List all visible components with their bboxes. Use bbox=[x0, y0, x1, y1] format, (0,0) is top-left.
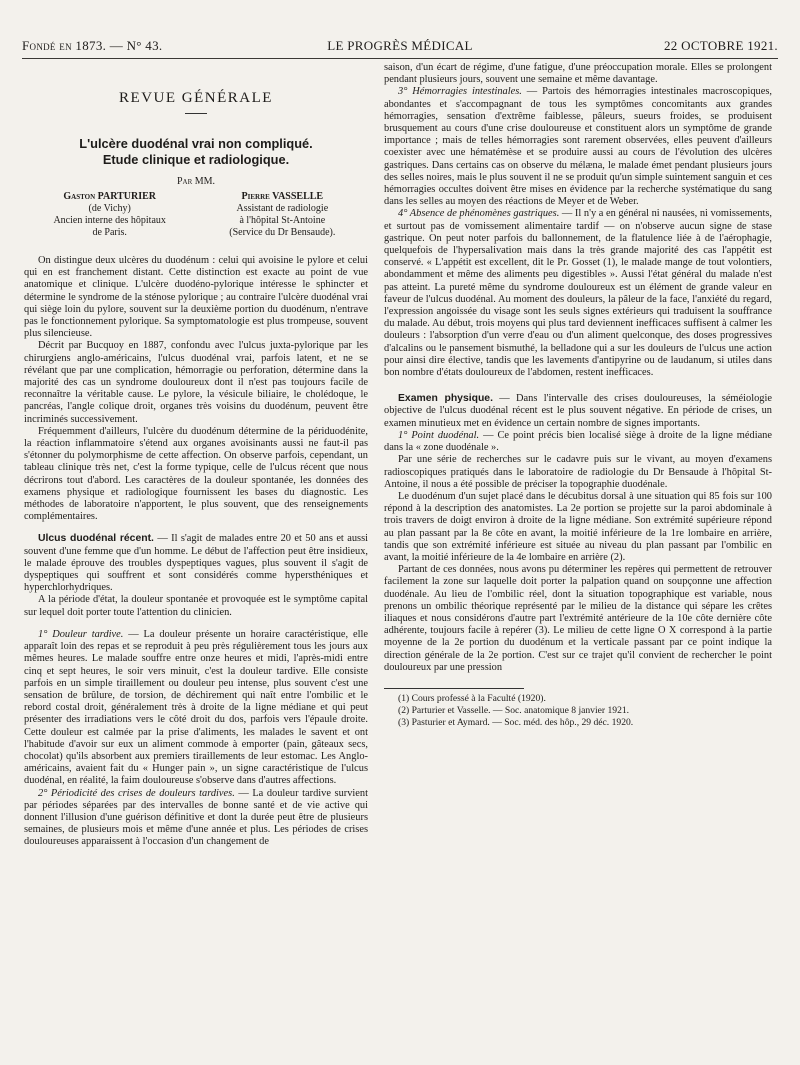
paragraph: Partant de ces données, nous avons pu déterminer les repères qui permettent de retrouver facilement la zone sur laquelle doit porter la palpation quand on soupçonne une affection duodénale. Au lieu de l'ombilic réel, dont la situation topographique est variable, nous prenons un ombilic théorique représenté par le milieu de la distance qui sépare les crêtes iliaques et nous considérons d'autre part l'extrémité antérieure de la 10e côte dernière côte adhérente, toujours facile à repérer (3). Le milieu de cette ligne O X correspond à la partie moyenne de la 2e portion du duodénum et la verticale passant par ce point indique la direction générale de la 2e portion. C'est sur ce trajet qu'il convient de rechercher le point douloureux par une pression bbox=[384, 564, 772, 673]
paragraph-text: — Partois des hémorragies intestinales macroscopiques, abondantes et s'accompagnant de tous les symptômes concomitants aux grandes hémorragies, sensation d'extrême faiblesse, pâleurs, sueurs froides, se produisent brusquement au cours d'une crise douloureuse et constituent alors un symptôme de grande importance ; mais de telles hémorragies sont rarement observées, elles peuvent d'ailleurs coexister avec une hématémèse et se produire aussi au cours de l'évolution des ulcères gastriques. Dans certains cas on observe du mélæna, le malade émet pendant plusieurs jours des selles noires, mais le plus souvent il ne se produit qu'un simple suintement sanguin et ces hémorragies occultes doivent être mises en évidence par la recherche systématique du sang dans les selles au moyen des réactions de Meyer et de Weber. bbox=[384, 86, 772, 208]
subsection-heading: 2° Périodicité des crises de douleurs tardives. bbox=[38, 787, 235, 799]
author-affiliation: (de Vichy) bbox=[88, 203, 131, 214]
paragraph-hemorragies bbox=[384, 86, 772, 208]
paragraph-text: — Il n'y a en général ni nausées, ni vomissements, et surtout pas de vomissement alimentaire tardif — on n'observe aucun signe de stase gastrique. On peut noter parfois du ballonnement, de la flatulence liée à de l'aérophagie, quelquefois de l'hypersalivation mais dans la très grande majorité des cas l'appétit est conservé. « L'appétit est excellent, dit le Pr. Gosset (1), le malade mange de tout volontiers, abondamment et même des aliments peu digestibles ». Aussi l'état général du malade n'est pas atteint. La pureté même du syndrome douloureux est un élément de grande valeur en faveur de l'ulcus duodénal. Au moment des douleurs, la pâleur de la face, l'anxiété du regard, l'expression angoissée du visage sont les seuls signes extérieurs qui traduisent la souffrance du malade. Au début, trois moyens qui plus tard deviennent inefficaces suffisent à calmer les douleurs : l'absorption d'un verre d'eau ou d'un aliment quelconque, des doses progressives d'alcalins ou le pansement bismuthé, la belladone qui a sur les douleurs de l'ulcus une action pour ainsi dire élective, tandis que les lavements d'antipyrine ou de laudanum, si utiles dans bon nombre d'états douloureux de l'abdomen, restent inefficaces. bbox=[384, 208, 772, 379]
footnote: (2) Parturier et Vasselle. — Soc. anatomique 8 janvier 1921. bbox=[398, 704, 630, 716]
subsection-heading: Examen physique. bbox=[398, 393, 493, 405]
paragraph: A la période d'état, la douleur spontanée et provoquée est le symptôme capital sur lequel doit porter toute l'attention du clinicien. bbox=[24, 594, 368, 618]
author-affiliation: à l'hôpital St-Antoine bbox=[239, 215, 326, 226]
paragraph: Décrit par Bucquoy en 1887, confondu avec l'ulcus juxta-pylorique par les chirurgiens anglo-américains, l'ulcus duodénal vrai, parfois latent, et ne se révélant que par une complication, hémorragie ou perforation, détermine dans la majorité des cas un syndrome douloureux dont il n'est pas toujours facile de reconnaître la véritable cause. Le pylore, la vésicule biliaire, le cholédoque, le pancréas, l'angle colique droit, organes très voisins du duodénum, peuvent être incriminés successivement. bbox=[24, 340, 368, 425]
header-date: 22 OCTOBRE 1921. bbox=[664, 38, 778, 53]
header-journal-title: LE PROGRÈS MÉDICAL bbox=[327, 38, 473, 53]
author-name: Gaston PARTURIER bbox=[63, 191, 156, 202]
left-column bbox=[24, 62, 368, 1055]
paragraph-douleur-tardive bbox=[24, 629, 368, 788]
article-title-line1: L'ulcère duodénal vrai non compliqué. bbox=[79, 136, 313, 151]
paragraph-point-duodenal bbox=[384, 430, 772, 454]
author-parturier bbox=[30, 191, 189, 239]
paragraph: Par une série de recherches sur le cadavre puis sur le vivant, au moyen d'examens radioscopiques pratiqués dans le laboratoire de radiologie du Dr Bensaude à l'hôpital St-Antoine, il nous a été possible de préciser la topographie duodénale. bbox=[384, 454, 772, 490]
paragraph-text: — Il s'agit de malades entre 20 et 50 ans et aussi souvent d'une femme que d'un homme. Le début de l'affection peut être insidieux, le malade éprouve des troubles dyspeptiques vagues, plus souvent il s'agit de dyspeptiques qui souffrent et sont considérés comme hypersthéniques et hyperchlorhydriques. bbox=[24, 533, 368, 594]
section-title: REVUE GÉNÉRALE bbox=[119, 90, 273, 106]
footnotes bbox=[384, 693, 772, 729]
subsection-heading: Ulcus duodénal récent. bbox=[38, 533, 154, 545]
paragraph: On distingue deux ulcères du duodénum : celui qui avoisine le pylore et celui qui en est franchement distant. Cette distinction est exacte au point de vue anatomique et clinique. L'ulcère duodéno-pylorique intéresse le sphincter et détermine le syndrome de la sténose pylorique ; au contraire l'ulcère duodénal vrai qui siège loin du pylore, souvent sur la deuxième portion du duodénum, n'entrave pas le fonctionnement pylorique. Sa symptomatologie est plus trompeuse, souvent plus silencieuse. bbox=[24, 255, 368, 340]
page-header bbox=[22, 36, 778, 59]
author-vasselle bbox=[203, 191, 362, 239]
paragraph-examen-physique bbox=[384, 393, 772, 430]
header-founded: Fondé en 1873. — N° 43. bbox=[22, 38, 163, 53]
author-name: Pierre VASSELLE bbox=[241, 191, 324, 202]
section-rule bbox=[185, 113, 207, 114]
paragraph-text: — La douleur présente un horaire caractéristique, elle apparaît loin des repas et se reproduit à peu près régulièrement tous les jours aux mêmes heures. Le malade souffre entre onze heures et midi, l'après-midi entre cinq et sept heures, le soir vers minuit, c'est la douleur tardive. Elle consiste parfois en un simple tiraillement ou douleur peu intense, plus souvent c'est une sensation de brûlure, de torsion, de déchirement qui naît entre l'ombilic et le rebord costal droit, généralement très à droite de la ligne médiane et qui peut présenter des irradiations vers le côté droit du dos, parfois vers l'épaule droite. Cette douleur est calmée par la prise d'aliments, les malades le savent et ont l'habitude d'avoir sur eux un aliment commode à emporter (pain, gâteaux secs, chocolat) qu'ils absorbent aux premiers tiraillements de leur estomac. Les Anglo-américains, avaient fait du « Hunger pain », un signe caractéristique de l'ulcus duodénal, en réalité, la faim douloureuse s'observe dans d'autres affections. bbox=[24, 628, 368, 787]
paragraph: saison, d'un écart de régime, d'une fatigue, d'une préoccupation morale. Elles se prolongent pendant plusieurs jours, souvent une semaine et même davantage. bbox=[384, 62, 772, 86]
author-affiliation: Assistant de radiologie bbox=[236, 203, 329, 214]
footnote: (1) Cours professé à la Faculté (1920). bbox=[398, 692, 546, 704]
paragraph-text: — La douleur tardive survient par périodes séparées par des intervalles de bonne santé et de vie active qui donnent l'illusion d'une guérison définitive et dont la durée peut être de plusieurs semaines, de plusieurs mois et même d'une année et plus. Les périodes de crises douloureuses apparaissent à l'occasion d'un changement de bbox=[24, 787, 368, 848]
footnote-rule bbox=[384, 688, 524, 689]
authors-block bbox=[24, 191, 368, 239]
footnote: (3) Pasturier et Aymard. — Soc. méd. des hôp., 29 déc. 1920. bbox=[398, 716, 634, 728]
byline: Par MM. bbox=[176, 176, 216, 187]
paragraph-absence bbox=[384, 208, 772, 379]
subsection-heading: 4° Absence de phénomènes gastriques. bbox=[398, 208, 560, 220]
right-column bbox=[384, 62, 772, 1055]
paragraph-periodicite bbox=[24, 788, 368, 849]
subsection-heading: 3° Hémorragies intestinales. bbox=[398, 86, 522, 98]
subsection-heading: 1° Point duodénal. bbox=[398, 429, 480, 441]
author-affiliation: Ancien interne des hôpitaux bbox=[53, 215, 166, 226]
subsection-heading: 1° Douleur tardive. bbox=[38, 628, 124, 640]
paragraph: Fréquemment d'ailleurs, l'ulcère du duodénum détermine de la périduodénite, la réaction inflammatoire s'étend aux organes avoisinants aussi ne faut-il pas s'étonner du polymorphisme de cette affection. On observe parfois, cependant, un tableau clinique très net, c'est la forme typique, celle de l'ulcus récent que nous décrirons tout d'abord. Les caractères de la douleur spontanée, les données des examens physique et radiologique fournissent les bases du diagnostic. Les méthodes de laboratoire n'apportent, le plus souvent, que des renseignements complémentaires. bbox=[24, 425, 368, 523]
paragraph-text: — Ce point précis bien localisé siège à droite de la ligne médiane dans la « zone duodénale ». bbox=[384, 429, 772, 454]
paragraph-text: — Dans l'intervalle des crises douloureuses, la séméiologie objective de l'ulcus duodénal récent est le plus souvent négative. En période de crises, un examen minutieux met en évidence un certain nombre de signes importants. bbox=[384, 393, 772, 429]
author-affiliation: (Service du Dr Bensaude). bbox=[229, 227, 336, 238]
paragraph: Le duodénum d'un sujet placé dans le décubitus dorsal à une situation qui 85 fois sur 100 répond à la description des anatomistes. La 2e portion se projette sur la paroi abdominale à trois travers de doigt environ à droite de la ligne médiane. Son extrémité supérieure répond au plan passant par la 8e côte en avant, la moitié inférieure de la 1re lombaire en arrière, tandis que son extrémité inférieure est située au niveau du plan passant par l'ombilic en avant, la moitié inférieure de la 4e lombaire en arrière (2). bbox=[384, 490, 772, 563]
author-affiliation: de Paris. bbox=[92, 227, 127, 238]
paragraph-ulcus-recent bbox=[24, 533, 368, 594]
article-title-line2: Etude clinique et radiologique. bbox=[102, 152, 290, 167]
